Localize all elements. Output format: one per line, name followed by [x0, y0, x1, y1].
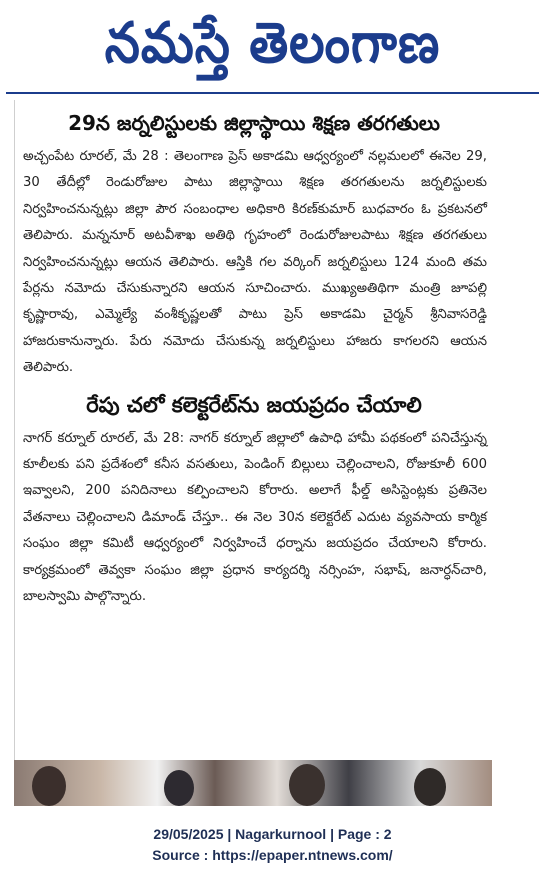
- news-photo-strip: [14, 760, 492, 806]
- footer-source-link[interactable]: Source : https://epaper.ntnews.com/: [152, 847, 393, 863]
- masthead: [0, 0, 545, 92]
- masthead-divider: [6, 92, 539, 94]
- newspaper-title: నమస్తే తెలంగాణ: [104, 9, 441, 76]
- article-1-headline: 29న జర్నలిస్టులకు జిల్లాస్థాయి శిక్షణ తరగతులు: [68, 111, 440, 135]
- article-2-headline: రేపు చలో కలెక్టరేట్‌ను జయప్రదం చేయాలి: [86, 392, 422, 417]
- article-1-body: అచ్చంపేట రూరల్, మే 28 : తెలంగాణ ప్రెస్ అకాడమి ఆధ్వర్యంలో నల్లమలలో ఈనెల 29, 30 తేదీల్లో రెండురోజుల పాటు జిల్లాస్థాయి శిక్షణ తరగతులను జర్నలిస్టులకు నిర్వహించనున్నట్లు జిల్లా పౌర సంబంధాల అధికారి కిరణ్‌కుమార్ బుధవారం ఓ ప్రకటనలో తెలిపారు. మన్ననూర్ అటవీశాఖ అతిథి గృహంలో రెండురోజులపాటు శిక్షణ తరగతులు నిర్వహించనున్నట్లు ఆయన తెలిపారు. ఆస్తికి గల వర్కింగ్ జర్నలిస్టులు 124 మంది తమ పేర్లను నమోదు చేసుకున్నారని ఆయన సూచించారు. ముఖ్యఅతిథిగా మంత్రి జూపల్లి కృష్ణారావు, ఎమ్మెల్యే వంశీకృష్ణలతో పాటు ప్రెస్ అకాడమి చైర్మన్ శ్రీనివాసరెడ్డి హాజరుకానున్నారు. పేరు నమోదు చేసుకున్న జర్నలిస్టులు హాజరు కాగలరని ఆయన తెలిపారు.: [23, 149, 487, 376]
- news-clipping: [14, 100, 493, 805]
- footer-date-edition: 29/05/2025 | Nagarkurnool | Page : 2: [153, 826, 392, 842]
- article-2-body: నాగర్ కర్నూల్ రూరల్, మే 28: నాగర్ కర్నూల్ జిల్లాలో ఉపాధి హామీ పథకంలో పనిచేస్తున్న కూలీలకు పని ప్రదేశంలో కనీస వసతులు, పెండింగ్ బిల్లులు చెల్లించాలని, రోజుకూలీ 600 ఇవ్వాలని, 200 పనిదినాలు కల్పించాలని కోరారు. అలాగే ఫీల్డ్ అసిస్టెంట్లకు ప్రతినెల వేతనాలు చెల్లించాలని డిమాండ్ చేస్తూ.. ఈ నెల 30న కలెక్టరేట్ ఎదుట వ్యవసాయ కార్మిక సంఘం జిల్లా కమిటీ ఆధ్వర్యంలో నిర్వహించే ధర్నాను జయప్రదం చేయాలని కోరారు. కార్యక్రమంలో తెవ్వకా సంఘం జిల్లా ప్రధాన కార్యదర్శి నర్సింహ, సభాష్, జనార్ధన్‌చారి, బాలస్వామి పాల్గొన్నారు.: [23, 430, 487, 605]
